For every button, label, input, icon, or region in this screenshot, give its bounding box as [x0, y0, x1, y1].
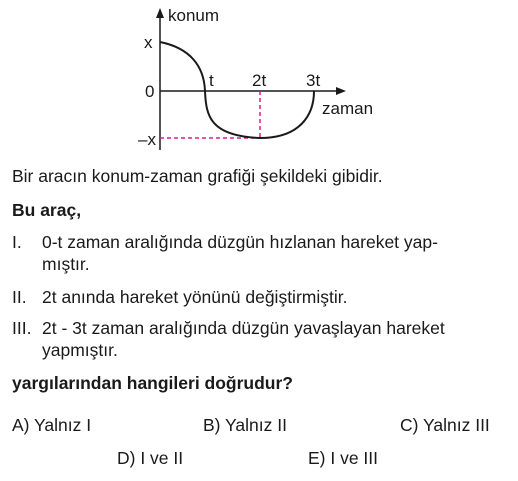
- position-time-graph: [0, 0, 400, 160]
- statement-2-line1: 2t anında hareket yönünü değiştirmiştir.: [42, 287, 348, 307]
- question-intro: Bir aracın konum-zaman grafiği şekildeki gibidir.: [12, 166, 383, 186]
- option-c[interactable]: C) Yalnız III: [400, 415, 490, 435]
- statement-3-line1: 2t - 3t zaman aralığında düzgün yavaşlayan hareket: [42, 318, 445, 338]
- statement-1-line1: 0-t zaman aralığında düzgün hızlanan hareket yap-: [42, 232, 438, 252]
- option-e[interactable]: E) I ve III: [308, 448, 379, 468]
- statement-3: [12, 317, 445, 339]
- statement-1-number: I.: [12, 232, 22, 252]
- statement-1: [12, 231, 438, 253]
- x-tick-t: t: [209, 71, 214, 90]
- statement-1-line2: mıştır.: [42, 254, 90, 274]
- statement-2-number: II.: [12, 287, 27, 307]
- statement-2: [12, 286, 347, 308]
- option-d[interactable]: D) I ve II: [117, 448, 184, 468]
- question-prompt: yargılarından hangileri doğrudur?: [12, 373, 293, 393]
- y-tick-x: x: [144, 33, 153, 52]
- x-tick-3t: 3t: [306, 71, 321, 90]
- x-axis-arrow: [336, 87, 346, 95]
- y-tick-minus-x: –x: [138, 130, 156, 149]
- option-a[interactable]: A) Yalnız I: [12, 415, 92, 435]
- statement-3-line2: yapmıştır.: [42, 340, 118, 360]
- y-axis-label: konum: [168, 6, 220, 25]
- x-axis-label: zaman: [322, 99, 374, 118]
- x-tick-2t: 2t: [252, 71, 267, 90]
- statement-3-number: III.: [12, 318, 32, 338]
- option-b[interactable]: B) Yalnız II: [203, 415, 287, 435]
- position-curve: [160, 42, 314, 138]
- y-axis-arrow: [156, 8, 164, 18]
- question-subject: Bu araç,: [12, 200, 82, 220]
- y-tick-zero: 0: [145, 82, 155, 101]
